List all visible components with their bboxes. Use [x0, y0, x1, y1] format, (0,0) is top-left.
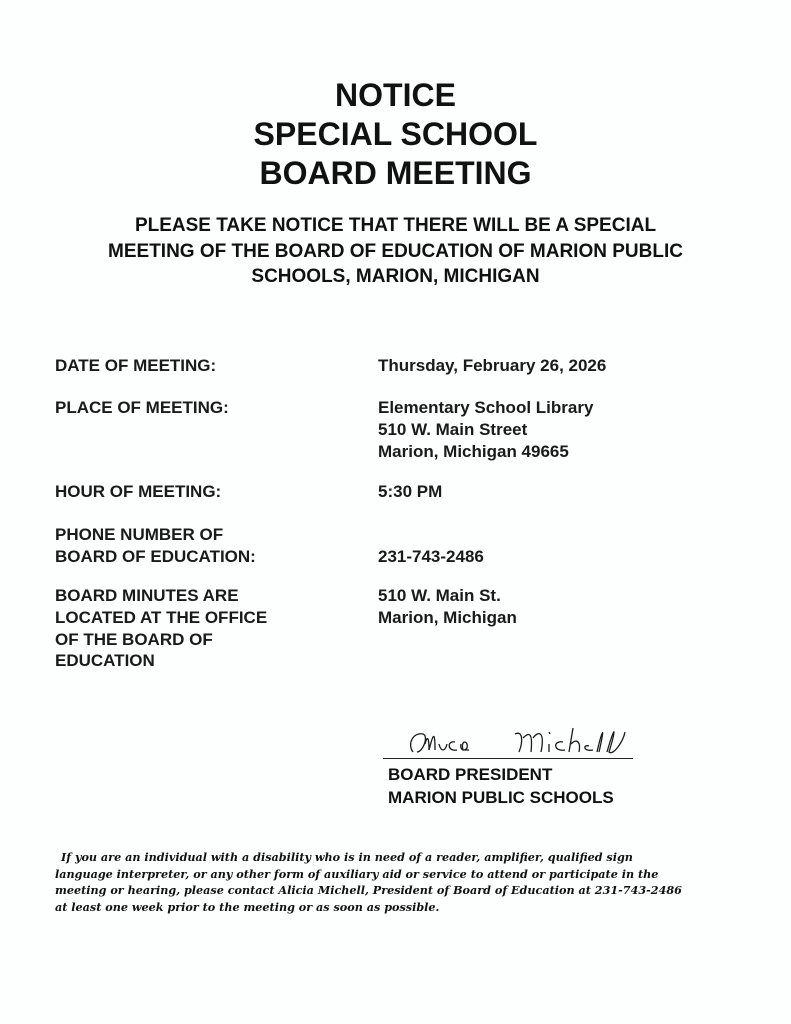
- date-label: [55, 355, 216, 377]
- footer-line: If you are an individual with a disability who is in need of a reader, amplifier, qualified sign: [61, 850, 633, 864]
- label-line: PLACE OF MEETING:: [55, 398, 229, 417]
- title-line: BOARD MEETING: [259, 155, 532, 191]
- label-line: BOARD MINUTES ARE: [55, 586, 239, 605]
- signer-title: [388, 763, 614, 809]
- place-value: [378, 397, 593, 462]
- footer-line: language interpreter, or any other form of auxiliary aid or service to attend or participate in the: [55, 866, 659, 881]
- handwritten-signature: [403, 722, 633, 762]
- minutes-label: [55, 585, 267, 672]
- label-line: OF THE BOARD OF: [55, 629, 213, 649]
- date-value: [378, 355, 606, 377]
- signer-title-line: MARION PUBLIC SCHOOLS: [388, 788, 614, 807]
- place-label: [55, 397, 229, 419]
- notice-title: [0, 76, 791, 193]
- footer-line: meeting or hearing, please contact Alicia Michell, President of Board of Education at 231-743-2486: [55, 883, 682, 897]
- phone-value: [378, 546, 484, 568]
- value-line: Marion, Michigan: [378, 607, 517, 627]
- accessibility-notice: [55, 849, 715, 915]
- footer-line: at least one week prior to the meeting or as soon as possible.: [55, 899, 440, 914]
- hour-value: [378, 481, 442, 503]
- label-line: EDUCATION: [55, 651, 155, 671]
- intro-line: SCHOOLS, MARION, MICHIGAN: [251, 266, 540, 287]
- value-line: 5:30 PM: [378, 482, 443, 501]
- value-line: Marion, Michigan 49665: [378, 441, 569, 461]
- title-line: NOTICE: [335, 77, 456, 113]
- notice-intro: [40, 213, 751, 290]
- label-line: LOCATED AT THE OFFICE: [55, 607, 268, 627]
- phone-label: [55, 524, 256, 568]
- value-line: Thursday, February 26, 2026: [378, 356, 607, 375]
- label-line: BOARD OF EDUCATION:: [55, 546, 256, 566]
- value-line: 510 W. Main Street: [378, 419, 528, 439]
- signer-title-line: BOARD PRESIDENT: [388, 765, 553, 784]
- minutes-value: [378, 585, 517, 629]
- hour-label: [55, 481, 221, 503]
- label-line: DATE OF MEETING:: [55, 356, 217, 375]
- value-line: 510 W. Main St.: [378, 586, 501, 605]
- value-line: 231-743-2486: [378, 547, 484, 566]
- label-line: HOUR OF MEETING:: [55, 482, 222, 501]
- title-line: SPECIAL SCHOOL: [253, 116, 538, 152]
- label-line: PHONE NUMBER OF: [55, 525, 224, 544]
- intro-line: MEETING OF THE BOARD OF EDUCATION OF MARION PUBLIC: [108, 240, 683, 262]
- intro-line: PLEASE TAKE NOTICE THAT THERE WILL BE A SPECIAL: [134, 215, 657, 236]
- signature-line: [383, 722, 633, 759]
- value-line: Elementary School Library: [378, 398, 594, 417]
